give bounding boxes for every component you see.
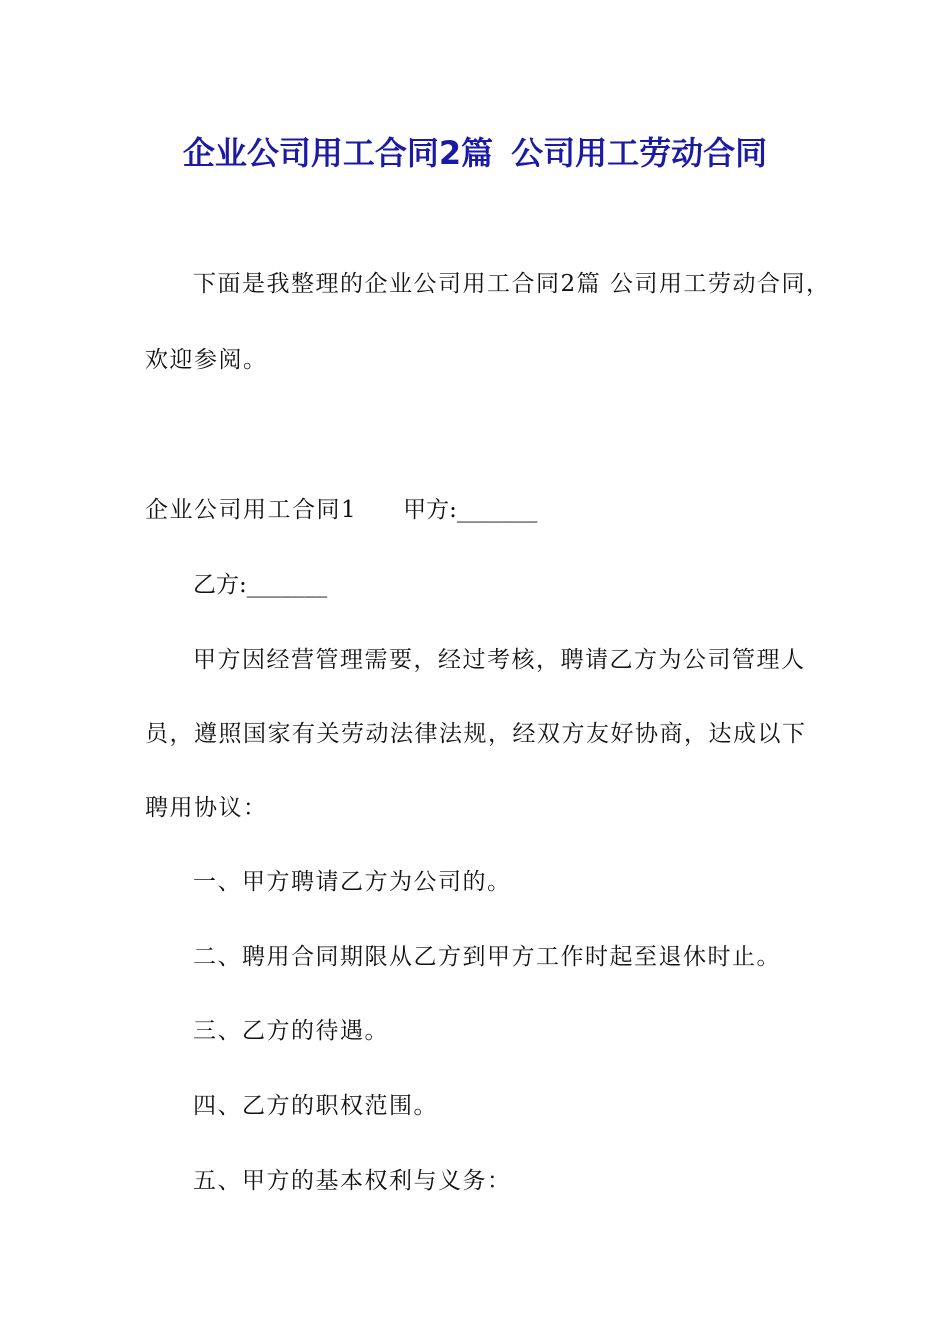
document-title (0, 128, 950, 178)
clause-5: 五、甲方的基本权利与义务： (193, 1168, 512, 1194)
intro-line-1: 下面是我整理的企业公司用工合同2篇 公司用工劳动合同， (193, 271, 831, 297)
clause-1: 一、甲方聘请乙方为公司的。 (193, 869, 512, 895)
clause-2: 二、聘用合同期限从乙方到甲方工作时起至退休时止。 (193, 944, 781, 970)
party-b-field: 乙方:_______ (193, 572, 328, 598)
title-part-2: 公司用工劳动合同 (511, 134, 768, 172)
contract-1-heading-row (145, 492, 537, 528)
body-line-1: 甲方因经营管理需要，经过考核，聘请乙方为公司管理人 (193, 647, 806, 673)
contract-1-heading: 企业公司用工合同1 (145, 497, 358, 523)
party-a-field: 甲方:_______ (403, 497, 538, 523)
intro-line-2: 欢迎参阅。 (145, 347, 268, 373)
title-part-1: 企业公司用工合同2篇 (182, 134, 494, 172)
clause-4: 四、乙方的职权范围。 (193, 1093, 438, 1119)
clause-3: 三、乙方的待遇。 (193, 1018, 389, 1044)
body-line-2: 员，遵照国家有关劳动法律法规，经双方友好协商，达成以下 (145, 721, 807, 747)
body-line-3: 聘用协议： (145, 795, 268, 821)
